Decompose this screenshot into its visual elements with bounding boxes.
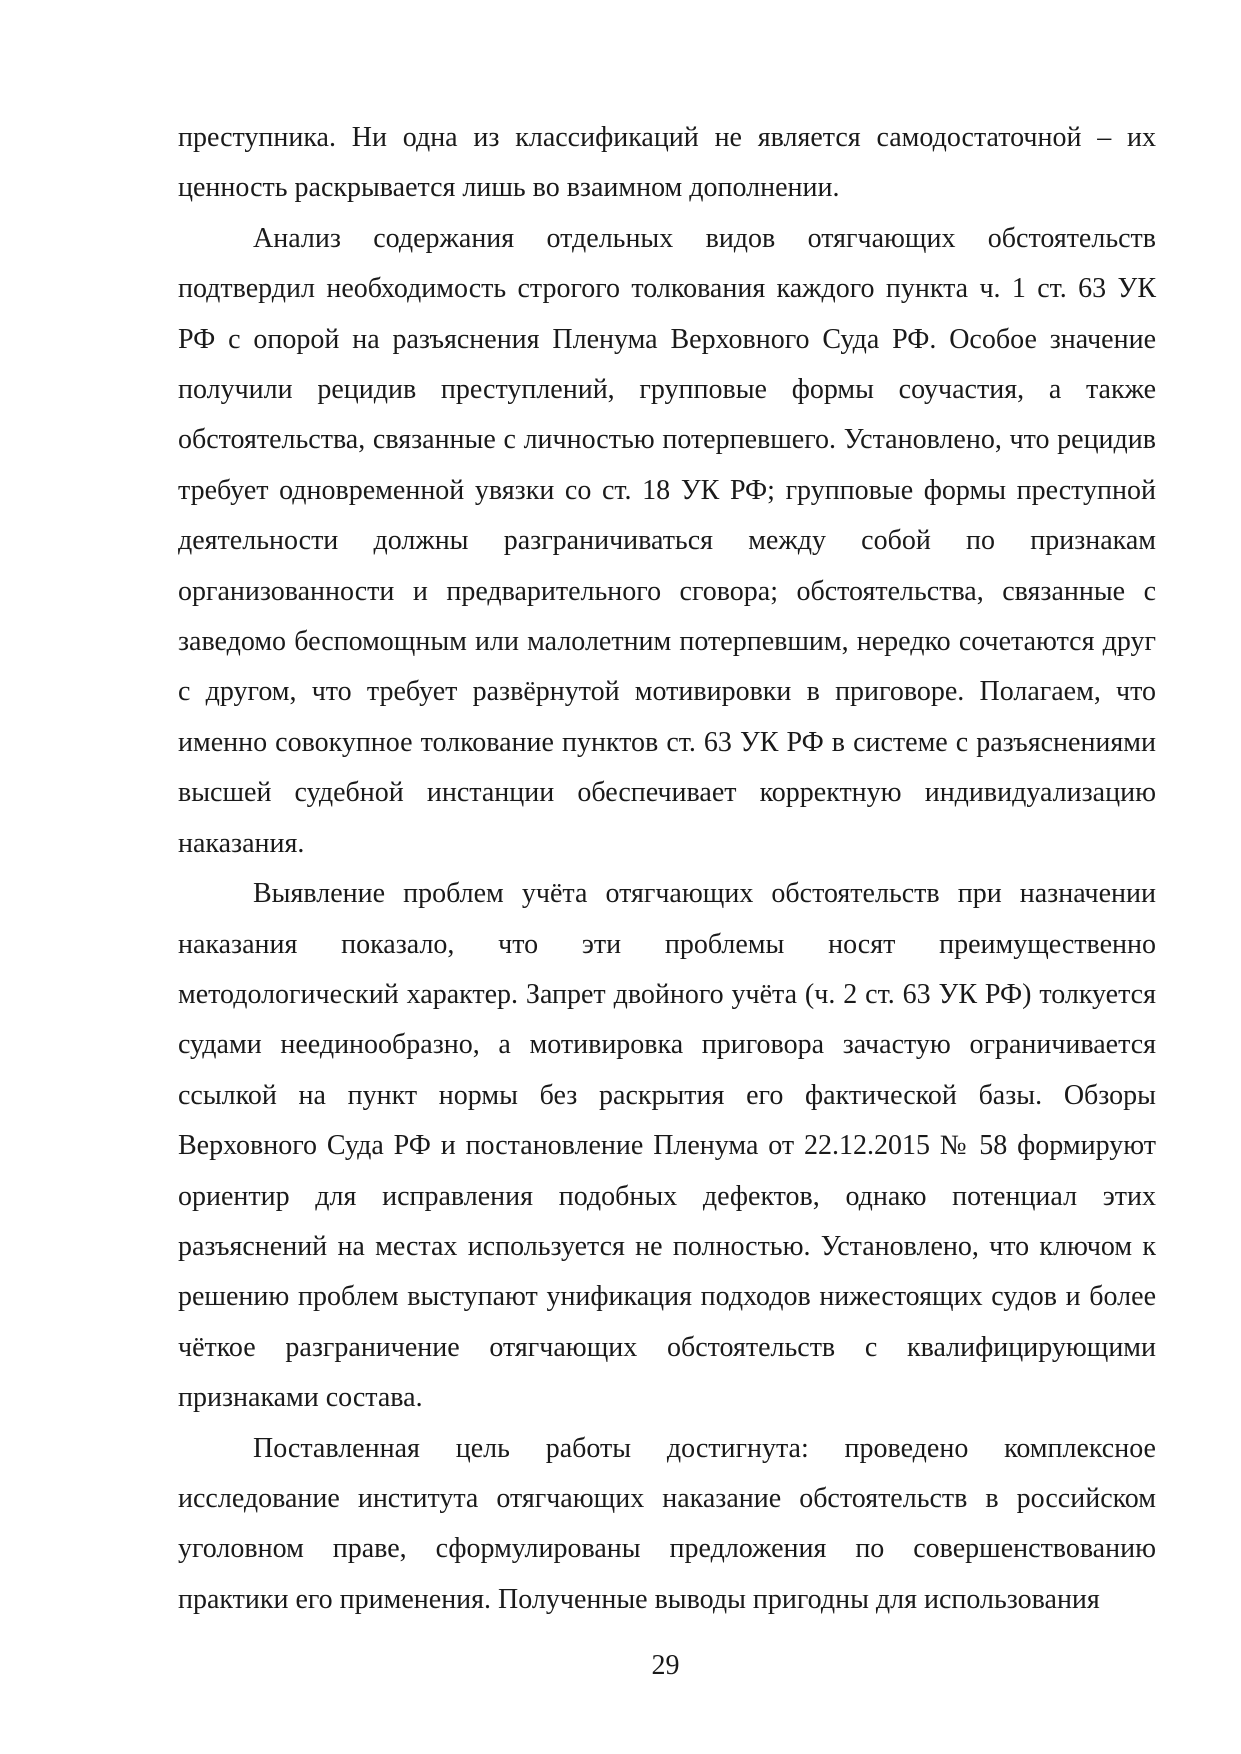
document-body	[178, 113, 1156, 1625]
page-number: 29	[651, 1650, 680, 1681]
paragraph-conclusion: Поставленная цель работы достигнута: проведено комплексное исследование института отягчающих наказание обстоятельств в российском уголовном праве, сформулированы предложения по совершенствованию практики его применения. Полученные выводы пригодны для использования	[178, 1432, 1156, 1615]
paragraph-analysis: Анализ содержания отдельных видов отягчающих обстоятельств подтвердил необходимость строгого толкования каждого пункта ч. 1 ст. 63 УК РФ с опорой на разъяснения Пленума Верховного Суда РФ. Особое значение получили рецидив преступлений, групповые формы соучастия, а также обстоятельства, связанные с личностью потерпевшего. Установлено, что рецидив требует одновременной увязки со ст. 18 УК РФ; групповые формы преступной деятельности должны разграничиваться между собой по признакам организованности и предварительного сговора; обстоятельства, связанные с заведомо беспомощным или малолетним потерпевшим, нередко сочетаются друг с другом, что требует развёрнутой мотивировки в приговоре. Полагаем, что именно совокупное толкование пунктов ст. 63 УК РФ в системе с разъяснениями высшей судебной инстанции обеспечивает корректную индивидуализацию наказания.	[178, 222, 1156, 859]
paragraph-continuation: преступника. Ни одна из классификаций не является самодостаточной – их ценность раскрывается лишь во взаимном дополнении.	[178, 122, 1156, 204]
paragraph-problems: Выявление проблем учёта отягчающих обстоятельств при назначении наказания показало, что эти проблемы носят преимущественно методологический характер. Запрет двойного учёта (ч. 2 ст. 63 УК РФ) толкуется судами неединообразно, а мотивировка приговора зачастую ограничивается ссылкой на пункт нормы без раскрытия его фактической базы. Обзоры Верховного Суда РФ и постановление Пленума от 22.12.2015 № 58 формируют ориентир для исправления подобных дефектов, однако потенциал этих разъяснений на местах используется не полностью. Установлено, что ключом к решению проблем выступают унификация подходов нижестоящих судов и более чёткое разграничение отягчающих обстоятельств с квалифицирующими признаками состава.	[178, 878, 1156, 1414]
